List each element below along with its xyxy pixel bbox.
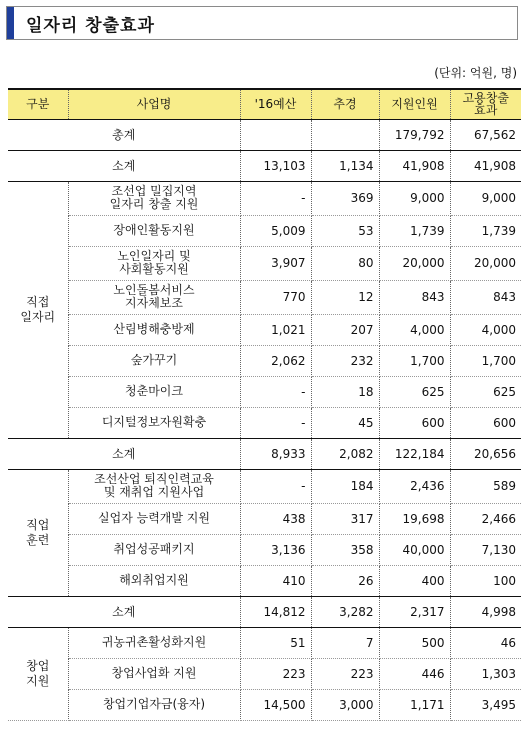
subtotal-supp: 3,282: [311, 596, 379, 627]
program-name: 귀농귀촌활성화지원: [101, 635, 207, 650]
table-row: [8, 280, 521, 314]
table-row: [8, 215, 521, 246]
cell-supp: 12: [311, 280, 379, 314]
cell-effect: 843: [450, 280, 521, 314]
cell-budget: 14,500: [240, 689, 311, 720]
cell-supp: 80: [311, 246, 379, 280]
program-name: 청춘마이크: [125, 384, 183, 399]
category-label: 직업 훈련: [26, 517, 50, 547]
header-budget: '16예산: [240, 89, 311, 119]
header-effect: [450, 89, 521, 119]
cell-supp: 207: [311, 314, 379, 345]
subtotal-supp: 1,134: [311, 150, 379, 181]
cell-people: 19,698: [379, 503, 450, 534]
cell-effect: 625: [450, 376, 521, 407]
cell-people: 4,000: [379, 314, 450, 345]
cell-effect: 1,739: [450, 215, 521, 246]
program-name: 취업성공패키지: [113, 542, 195, 557]
header-people: 지원인원: [379, 89, 450, 119]
cell-budget: 438: [240, 503, 311, 534]
program-name: 산림병해충방제: [113, 322, 195, 337]
table-row: [8, 658, 521, 689]
cell-supp: 18: [311, 376, 379, 407]
program-name: 디지털정보자원확충: [101, 415, 207, 430]
cell-people: 446: [379, 658, 450, 689]
job-creation-table: [8, 88, 521, 721]
cell-people: 625: [379, 376, 450, 407]
cell-supp: 26: [311, 565, 379, 596]
cell-supp: 184: [311, 469, 379, 503]
header-effect-label: 고용창출 효과: [462, 90, 509, 118]
subtotal-budget: 13,103: [240, 150, 311, 181]
table-row: [8, 689, 521, 720]
cell-people: 9,000: [379, 181, 450, 215]
cell-budget: 3,136: [240, 534, 311, 565]
cell-effect: 9,000: [450, 181, 521, 215]
cell-budget: 770: [240, 280, 311, 314]
cell-budget: 410: [240, 565, 311, 596]
cell-effect: 4,000: [450, 314, 521, 345]
program-name-cell: [68, 469, 240, 503]
subtotal-budget: 14,812: [240, 596, 311, 627]
program-name-cell: [68, 280, 240, 314]
cell-budget: -: [240, 407, 311, 438]
subtotal-budget: 8,933: [240, 438, 311, 469]
cell-supp: 45: [311, 407, 379, 438]
total-label: 총계: [8, 119, 240, 150]
program-name-cell: [68, 658, 240, 689]
cell-effect: 7,130: [450, 534, 521, 565]
cell-budget: 2,062: [240, 345, 311, 376]
cell-people: 600: [379, 407, 450, 438]
cell-budget: 5,009: [240, 215, 311, 246]
subtotal-effect: 20,656: [450, 438, 521, 469]
program-name-cell: [68, 345, 240, 376]
subtotal-label: 소계: [8, 596, 240, 627]
program-name-cell: [68, 215, 240, 246]
category-cell: [8, 469, 68, 596]
cell-effect: 589: [450, 469, 521, 503]
subtotal-effect: 4,998: [450, 596, 521, 627]
title-box: [6, 6, 518, 40]
category-cell: [8, 627, 68, 720]
cell-people: 400: [379, 565, 450, 596]
program-name: 해외취업지원: [119, 573, 189, 588]
program-name: 창업사업화 지원: [111, 666, 197, 681]
program-name-cell: [68, 503, 240, 534]
cell-supp: 7: [311, 627, 379, 658]
cell-budget: 3,907: [240, 246, 311, 280]
subtotal-supp: 2,082: [311, 438, 379, 469]
program-name: 노인일자리 및 사회활동지원: [117, 249, 191, 276]
cell-budget: -: [240, 181, 311, 215]
header-program: 사업명: [68, 89, 240, 119]
program-name-cell: [68, 627, 240, 658]
category-label: 직접 일자리: [20, 294, 56, 324]
program-name: 창업기업자금(융자): [102, 697, 206, 712]
cell-people: 500: [379, 627, 450, 658]
cell-people: 1,739: [379, 215, 450, 246]
program-name-cell: [68, 314, 240, 345]
program-name-cell: [68, 565, 240, 596]
cell-supp: 232: [311, 345, 379, 376]
total-supp: [311, 119, 379, 150]
program-name: 노인돌봄서비스 지자체보조: [113, 283, 195, 310]
subtotal-row: [8, 596, 521, 627]
program-name: 조선산업 퇴직인력교육 및 재취업 지원사업: [94, 472, 214, 499]
subtotal-row: [8, 150, 521, 181]
program-name-cell: [68, 407, 240, 438]
program-name-cell: [68, 376, 240, 407]
total-effect: 67,562: [450, 119, 521, 150]
cell-effect: 600: [450, 407, 521, 438]
subtotal-row: [8, 438, 521, 469]
cell-budget: 1,021: [240, 314, 311, 345]
cell-budget: 223: [240, 658, 311, 689]
program-name: 숲가꾸기: [130, 353, 178, 368]
header-category: 구분: [8, 89, 68, 119]
cell-effect: 3,495: [450, 689, 521, 720]
cell-budget: -: [240, 376, 311, 407]
category-cell: [8, 181, 68, 438]
table-row: [8, 469, 521, 503]
total-budget: [240, 119, 311, 150]
subtotal-people: 122,184: [379, 438, 450, 469]
subtotal-label: 소계: [8, 150, 240, 181]
table-row: [8, 627, 521, 658]
category-label: 창업 지원: [26, 658, 50, 688]
program-name-cell: [68, 246, 240, 280]
cell-supp: 3,000: [311, 689, 379, 720]
table-row: [8, 503, 521, 534]
program-name-cell: [68, 181, 240, 215]
cell-effect: 1,303: [450, 658, 521, 689]
cell-people: 843: [379, 280, 450, 314]
cell-effect: 20,000: [450, 246, 521, 280]
unit-note: (단위: 억원, 명): [434, 66, 517, 80]
subtotal-people: 41,908: [379, 150, 450, 181]
cell-people: 2,436: [379, 469, 450, 503]
cell-effect: 100: [450, 565, 521, 596]
cell-budget: -: [240, 469, 311, 503]
cell-supp: 53: [311, 215, 379, 246]
header-supplementary: 추경: [311, 89, 379, 119]
page-title: 일자리 창출효과: [26, 15, 155, 36]
title-accent-bar: [7, 7, 14, 39]
program-name: 조선업 밀집지역 일자리 창출 지원: [109, 184, 199, 211]
table-row: [8, 314, 521, 345]
cell-people: 40,000: [379, 534, 450, 565]
cell-people: 20,000: [379, 246, 450, 280]
table-row: [8, 376, 521, 407]
cell-supp: 223: [311, 658, 379, 689]
program-name: 장애인활동지원: [113, 223, 195, 238]
cell-people: 1,700: [379, 345, 450, 376]
table-row: [8, 534, 521, 565]
program-name: 실업자 능력개발 지원: [98, 511, 210, 526]
cell-effect: 46: [450, 627, 521, 658]
subtotal-label: 소계: [8, 438, 240, 469]
cell-effect: 2,466: [450, 503, 521, 534]
subtotal-effect: 41,908: [450, 150, 521, 181]
table-header-row: [8, 89, 521, 119]
cell-effect: 1,700: [450, 345, 521, 376]
total-row: [8, 119, 521, 150]
subtotal-people: 2,317: [379, 596, 450, 627]
table-row: [8, 181, 521, 215]
program-name-cell: [68, 689, 240, 720]
table-row: [8, 407, 521, 438]
program-name-cell: [68, 534, 240, 565]
table-row: [8, 246, 521, 280]
cell-budget: 51: [240, 627, 311, 658]
cell-supp: 369: [311, 181, 379, 215]
total-people: 179,792: [379, 119, 450, 150]
table-row: [8, 345, 521, 376]
cell-supp: 358: [311, 534, 379, 565]
table-row: [8, 565, 521, 596]
cell-people: 1,171: [379, 689, 450, 720]
cell-supp: 317: [311, 503, 379, 534]
